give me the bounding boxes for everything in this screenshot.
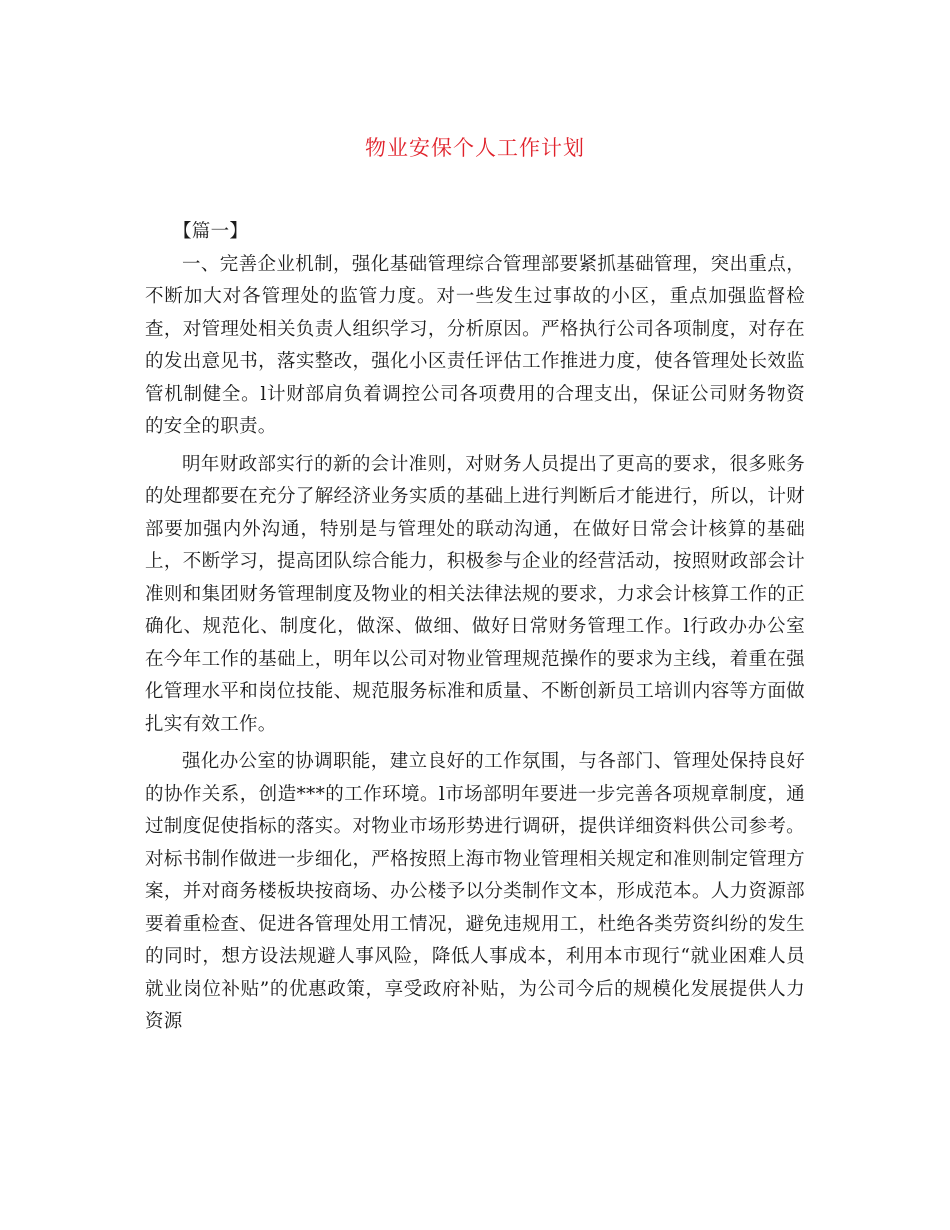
paragraph: 强化办公室的协调职能，建立良好的工作氛围，与各部门、管理处保持良好的协作关系，创造***的工作环境。l市场部明年要进一步完善各项规章制度，通过制度促使指标的落实。对物业市场形势进行调研，提供详细资料供公司参考。对标书制作做进一步细化，严格按照上海市物业管理相关规定和准则制定管理方案，并对商务楼板块按商场、办公楼予以分类制作文本，形成范本。人力资源部要着重检查、促进各管理处用工情况，避免违规用工，杜绝各类劳资纠纷的发生的同时，想方设法规避人事风险，降低人事成本，利用本市现行“就业困难人员就业岗位补贴”的优惠政策，享受政府补贴，为公司今后的规模化发展提供人力资源 [145,751,805,1032]
document-body [145,216,805,1044]
document-title: 物业安保个人工作计划 [365,136,585,160]
paragraph: 明年财政部实行的新的会计准则，对财务人员提出了更高的要求，很多账务的处理都要在充分了解经济业务实质的基础上进行判断后才能进行，所以，计财部要加强内外沟通，特别是与管理处的联动沟通，在做好日常会计核算的基础上，不断学习，提高团队综合能力，积极参与企业的经营活动，按照财政部会计准则和集团财务管理制度及物业的相关法律法规的要求，力求会计核算工作的正确化、规范化、制度化，做深、做细、做好日常财务管理工作。l行政办办公室在今年工作的基础上，明年以公司对物业管理规范操作的要求为主线，着重在强化管理水平和岗位技能、规范服务标准和质量、不断创新员工培训内容等方面做扎实有效工作。 [145,453,805,735]
paragraph: 一、完善企业机制，强化基础管理综合管理部要紧抓基础管理，突出重点，不断加大对各管理处的监管力度。对一些发生过事故的小区，重点加强监督检查，对管理处相关负责人组织学习，分析原因。严格执行公司各项制度，对存在的发出意见书，落实整改，强化小区责任评估工作推进力度，使各管理处长效监管机制健全。l计财部肩负着调控公司各项费用的合理支出，保证公司财务物资的安全的职责。 [145,253,805,437]
section-label: 【篇一】 [173,221,249,242]
